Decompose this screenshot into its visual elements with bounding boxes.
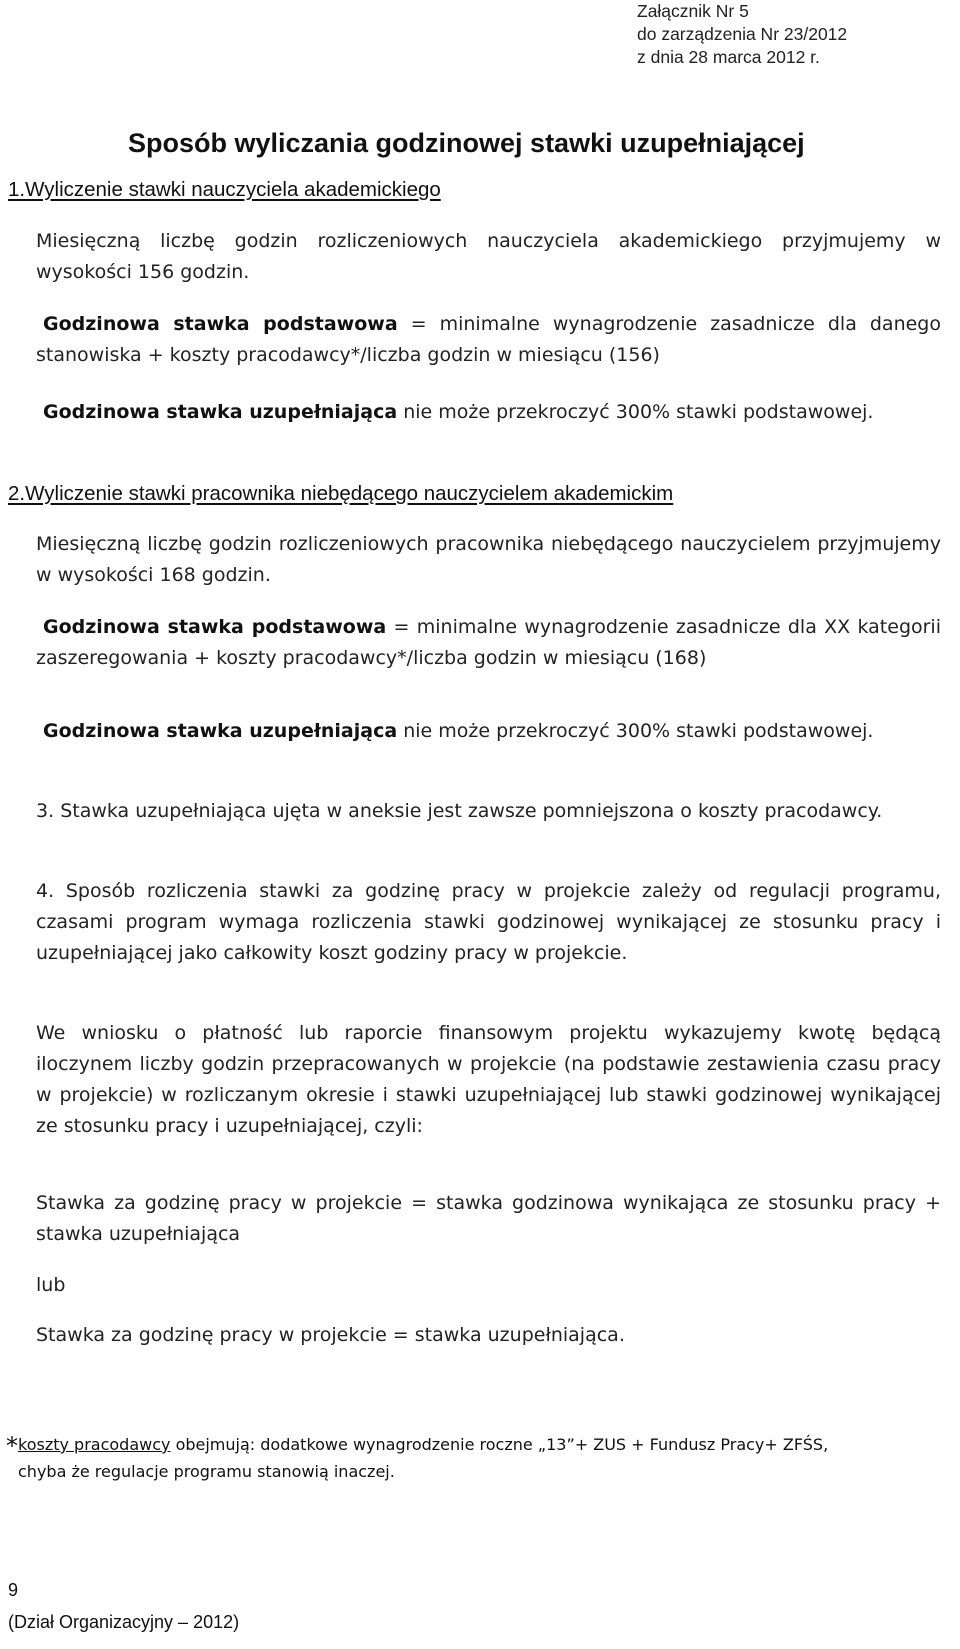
regulation-date: z dnia 28 marca 2012 r.	[637, 47, 820, 67]
base-rate-term: Godzinowa stawka podstawowa	[43, 313, 398, 335]
section-1-base-rate-paragraph	[36, 309, 941, 371]
annex-label: Załącznik Nr 5	[637, 1, 749, 21]
section-1-heading: 1.Wyliczenie stawki nauczyciela akademickiego	[8, 178, 441, 201]
section-4-payment-paragraph: We wniosku o płatność lub raporcie finansowym projektu wykazujemy kwotę będącą iloczynem liczby godzin przepracowanych w projekcie (na podstawie zestawienia czasu pracy w projekcie) w rozliczanym okresie i stawki uzupełniającej lub stawki godzinowej wynikającej ze stosunku pracy i uzupełniającej, czyli:	[36, 1022, 941, 1137]
section-4-text: Sposób rozliczenia stawki za godzinę pracy w projekcie zależy od regulacji programu, czasami program wymaga rozliczenia stawki godzinowej wynikającej ze stosunku pracy i uzupełniającej jako całkowity koszt godziny pracy w projekcie.	[36, 880, 941, 964]
section-3-number: 3.	[36, 800, 55, 822]
section-2-base-rate-paragraph	[36, 612, 941, 674]
supplementary-rate-limit: nie może przekroczyć 300% stawki podstawowej.	[397, 401, 874, 423]
footnote-marker: *	[6, 1432, 18, 1460]
section-2-supplementary-rate-paragraph	[36, 716, 941, 747]
formula-or-separator: lub	[36, 1274, 66, 1296]
section-1-hours-paragraph: Miesięczną liczbę godzin rozliczeniowych nauczyciela akademickiego przyjmujemy w wysokości 156 godzin.	[36, 230, 941, 283]
regulation-reference: do zarządzenia Nr 23/2012	[637, 24, 848, 44]
base-rate-definition: = minimalne wynagrodzenie zasadnicze dla XX kategorii zaszeregowania + koszty pracodawcy*/liczba godzin w miesiącu (168)	[36, 616, 941, 669]
section-4-number: 4.	[36, 880, 55, 902]
footnote-term: koszty pracodawcy	[18, 1435, 171, 1454]
section-2-hours-paragraph: Miesięczną liczbę godzin rozliczeniowych pracownika niebędącego nauczycielem przyjmujemy w wysokości 168 godzin.	[36, 533, 941, 586]
department-footer: (Dział Organizacyjny – 2012)	[8, 1612, 240, 1632]
formula-supplementary-only: Stawka za godzinę pracy w projekcie = stawka uzupełniająca.	[36, 1324, 625, 1346]
base-rate-term: Godzinowa stawka podstawowa	[43, 616, 387, 638]
footnote-definition: obejmują: dodatkowe wynagrodzenie roczne „13”+ ZUS + Fundusz Pracy+ ZFŚS,	[170, 1435, 829, 1454]
base-rate-definition: = minimalne wynagrodzenie zasadnicze dla danego stanowiska + koszty pracodawcy*/liczba godzin w miesiącu (156)	[36, 313, 941, 366]
supplementary-rate-limit: nie może przekroczyć 300% stawki podstawowej.	[397, 720, 874, 742]
supplementary-rate-term: Godzinowa stawka uzupełniająca	[43, 720, 398, 742]
section-3-text: Stawka uzupełniająca ujęta w aneksie jest zawsze pomniejszona o koszty pracodawcy.	[60, 800, 883, 822]
section-1-supplementary-rate-paragraph	[36, 397, 941, 428]
supplementary-rate-term: Godzinowa stawka uzupełniająca	[43, 401, 398, 423]
footnote-exception: chyba że regulacje programu stanowią inaczej.	[18, 1462, 395, 1481]
section-2-heading: 2.Wyliczenie stawki pracownika niebędącego nauczycielem akademickim	[8, 482, 674, 505]
page-number: 9	[8, 1580, 19, 1600]
formula-combined-rate: Stawka za godzinę pracy w projekcie = stawka godzinowa wynikająca ze stosunku pracy + stawka uzupełniająca	[36, 1192, 941, 1245]
section-4-paragraph	[36, 876, 941, 969]
section-3-paragraph	[36, 796, 941, 827]
page-title: Sposób wyliczania godzinowej stawki uzupełniającej	[128, 128, 805, 158]
footnote	[6, 1432, 941, 1484]
document-header	[637, 0, 957, 69]
